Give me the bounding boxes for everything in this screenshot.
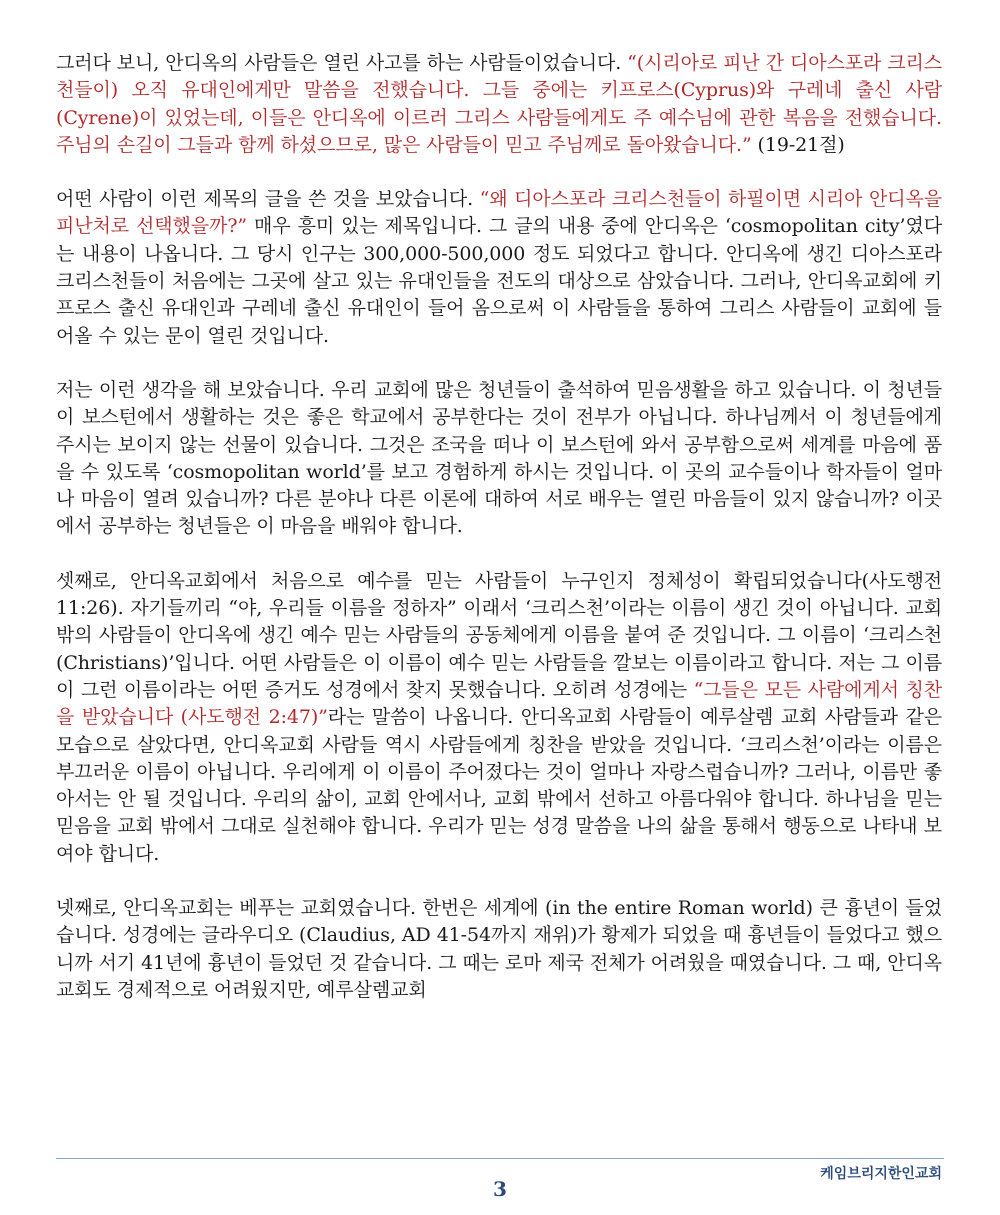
paragraph-2-text: 어떤 사람이 이런 제목의 글을 쓴 것을 보았습니다. xyxy=(56,188,480,211)
paragraph-5-text: 넷째로, 안디옥교회는 베푸는 교회였습니다. 한번은 세계에 (in the entire Roman world) 큰 흉년이 들었습니다. 성경에는 글라우디오 (Claudius, AD 41-54까지 재위)가 황제가 되었을 때 흉년들이 들었다고 했으니까 서기 41년에 흉년이 들었던 것 같습니다. 그 때는 로마 제국 전체가 어려웠을 때였습니다. 그 때, 안디옥교회도 경제적으로 어려웠지만, 예루살렘교회 xyxy=(56,897,942,1001)
paragraph-3 xyxy=(56,377,942,541)
paragraph-4-text: 셋째로, 안디옥교회에서 처음으로 예수를 믿는 사람들이 누구인지 정체성이 확립되었습니다(사도행전 11:26). 자기들끼리 “야, 우리들 이름을 정하자” 이래서 ‘크리스천’이라는 이름이 생긴 것이 아닙니다. 교회 밖의 사람들이 안디옥에 생긴 예수 믿는 사람들의 공동체에게 이름을 붙여 준 것입니다. 그 이름이 ‘크리스천 (Christians)’입니다. 어떤 사람들은 이 이름이 예수 믿는 사람들을 깔보는 이름이라고 합니다. 저는 그 이름이 그런 이름이라는 어떤 증거도 성경에서 찾지 못했습니다. 오히려 성경에는 xyxy=(56,569,942,701)
scripture-quote: “그들은 모든 사람에게서 칭찬을 받았습니다 (사도행전 2:47)” xyxy=(56,678,942,729)
paragraph-2 xyxy=(56,186,942,350)
paragraph-1-text: 그러다 보니, 안디옥의 사람들은 열린 사고를 하는 사람들이었습니다. xyxy=(56,52,628,74)
scripture-quote: “(시리아로 피난 간 디아스포라 크리스천들이) 오직 유대인에게만 말씀을 전했습니다. 그들 중에는 키프로스(Cyprus)와 구레네 출신 사람 (Cyrene)이 있었는데, 이들은 안디옥에 이르러 그리스 사람들에게도 주 예수님에 관한 복음을 전했습니다. 주님의 손길이 그들과 함께 하셨으므로, 많은 사람들이 믿고 주님께로 돌아왔습니다.” xyxy=(56,52,942,156)
paragraph-4-text-cont: 라는 말씀이 나옵니다. 안디옥교회 사람들이 예루살렘 교회 사람들과 같은 모습으로 살았다면, 안디옥교회 사람들 역시 사람들에게 칭찬을 받았을 것입니다. ‘크리스천’이라는 이름은 부끄러운 이름이 아닙니다. 우리에게 이 이름이 주어졌다는 것이 얼마나 자랑스럽습니까? 그러나, 이름만 좋아서는 안 될 것입니다. 우리의 삶이, 교회 안에서나, 교회 밖에서 선하고 아름다워야 합니다. 하나님을 믿는 믿음을 교회 밖에서 그대로 실천해야 합니다. 우리가 믿는 성경 말씀을 나의 삶을 통해서 행동으로 나타내 보여야 합니다. xyxy=(56,706,942,865)
page-number: 3 xyxy=(493,1177,507,1201)
paragraph-3-text: 저는 이런 생각을 해 보았습니다. 우리 교회에 많은 청년들이 출석하여 믿음생활을 하고 있습니다. 이 청년들이 보스턴에서 생활하는 것은 좋은 학교에서 공부한다는 것이 전부가 아닙니다. 하나님께서 이 청년들에게 주시는 보이지 않는 선물이 있습니다. 그것은 조국을 떠나 이 보스턴에 와서 공부함으로써 세계를 마음에 품을 수 있도록 ‘cosmopolitan world’를 보고 경험하게 하시는 것입니다. 이 곳의 교수들이나 학자들이 얼마나 마음이 열려 있습니까? 다른 분야나 다른 이론에 대하여 서로 배우는 열린 마음들이 있지 않습니까? 이곳에서 공부하는 청년들은 이 마음을 배워야 합니다. xyxy=(56,378,942,538)
footer-divider xyxy=(56,1158,944,1159)
paragraph-5 xyxy=(56,895,942,1004)
footer-church-name: 케임브리지한인교회 xyxy=(820,1166,942,1182)
paragraph-2-text-cont: 매우 흥미 있는 제목입니다. 그 글의 내용 중에 안디옥은 ‘cosmopolitan city’였다는 내용이 나옵니다. 그 당시 인구는 300,000-500,000 정도 되었다고 합니다. 안디옥에 생긴 디아스포라 크리스천들이 처음에는 그곳에 살고 있는 유대인들을 전도의 대상으로 삼았습니다. 그러나, 안디옥교회에 키프로스 출신 유대인과 구레네 출신 유대인이 들어 옴으로써 이 사람들을 통하여 그리스 사람들이 교회에 들어올 수 있는 문이 열린 것입니다. xyxy=(56,215,942,347)
paragraph-4 xyxy=(56,568,942,868)
paragraph-1 xyxy=(56,50,942,159)
article-title-quote: “왜 디아스포라 크리스천들이 하필이면 시리아 안디옥을 피난처로 선택했을까?” xyxy=(56,188,943,238)
document-body xyxy=(56,50,942,1004)
verse-reference: (19-21절) xyxy=(751,133,845,156)
